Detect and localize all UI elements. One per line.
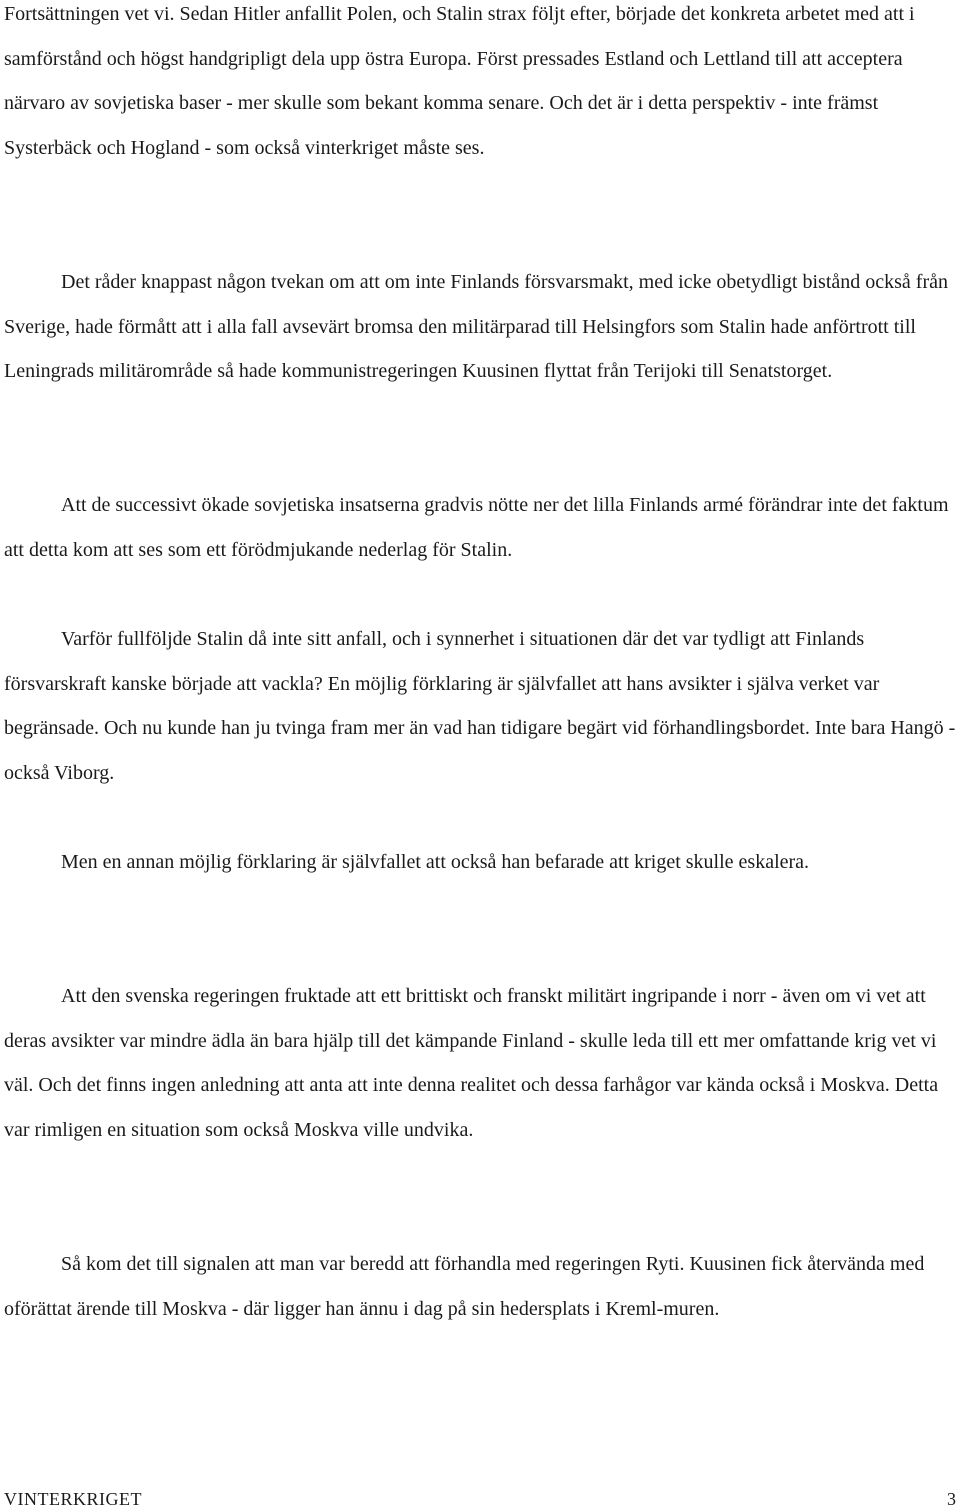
paragraph-2: Det råder knappast någon tvekan om att om inte Finlands försvarsmakt, med icke obetydligt bistånd också från Sverige, hade förmått att i alla fall avsevärt bromsa den militärparad till Helsingfors som Stalin hade anförtrott till Leningrads militärområde så hade kommunistregeringen Kuusinen flyttat från Terijoki till Senatstorget. [4,271,948,382]
page-footer [4,1488,956,1510]
paragraph-3: Att de successivt ökade sovjetiska insatserna gradvis nötte ner det lilla Finlands armé förändrar inte det faktum att detta kom att ses som ett förödmjukande nederlag för Stalin. [4,494,949,561]
footer-title: VINTERKRIGET [4,1489,142,1509]
paragraph-7: Så kom det till signalen att man var beredd att förhandla med regeringen Ryti. Kuusinen fick återvända med oförättat ärende till Moskva - där ligger han ännu i dag på sin hedersplats i Kreml-muren. [4,1253,925,1320]
paragraph-6: Att den svenska regeringen fruktade att ett brittiskt och franskt militärt ingripande i norr - även om vi vet att deras avsikter var mindre ädla än bara hjälp till det kämpande Finland - skulle leda till ett mer omfattande krig vet vi väl. Och det finns ingen anledning att anta att inte denna realitet och dessa farhågor var kända också i Moskva. Detta var rimligen en situation som också Moskva ville undvika. [4,985,939,1141]
paragraph-4: Varför fullföljde Stalin då inte sitt anfall, och i synnerhet i situationen där det var tydligt att Finlands försvarskraft kanske började att vackla? En möjlig förklaring är självfallet att hans avsikter i själva verket var begränsade. Och nu kunde han ju tvinga fram mer än vad han tidigare begärt vid förhandlingsbordet. Inte bara Hangö - också Viborg. [4,628,956,784]
page-number: 3 [947,1489,956,1509]
paragraph-1: Fortsättningen vet vi. Sedan Hitler anfallit Polen, och Stalin strax följt efter, började det konkreta arbetet med att i samförstånd och högst handgripligt dela upp östra Europa. Först pressades Estland och Lettland till att acceptera närvaro av sovjetiska baser - mer skulle som bekant komma senare. Och det är i detta perspektiv - inte främst Systerbäck och Hogland - som också vinterkriget måste ses. [4,3,915,159]
paragraph-5: Men en annan möjlig förklaring är självfallet att också han befarade att kriget skulle eskalera. [61,851,810,873]
